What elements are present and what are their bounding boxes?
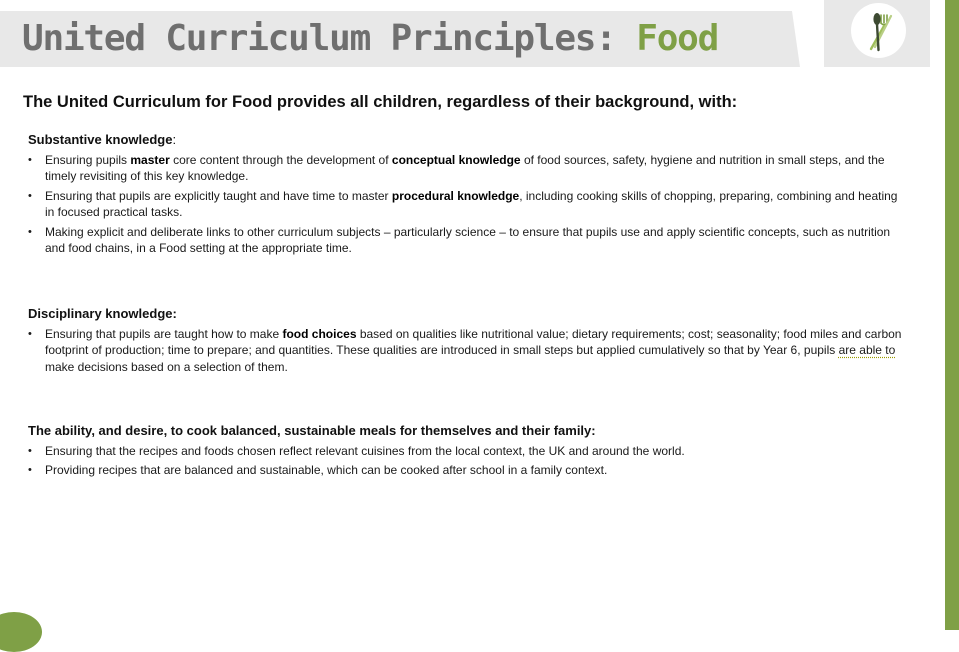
emphasis: conceptual knowledge	[391, 153, 521, 167]
emphasis: food choices	[282, 327, 357, 341]
substantive-section	[28, 131, 908, 259]
bullet-list	[28, 152, 908, 256]
emphasis: procedural knowledge	[391, 188, 520, 203]
text-run: Ensuring that pupils are taught how to make	[45, 327, 283, 341]
title-accent: Food	[636, 18, 719, 59]
bullet-list	[28, 443, 908, 479]
text-run: , including cooking skills of chopping, preparing, combining and heating in focused practical tasks.	[45, 188, 898, 220]
ability-section	[28, 422, 908, 482]
corner-decoration	[0, 612, 42, 652]
text-run: based on qualities like nutritional value; dietary requirements; cost; seasonality; food miles and carbon footprint of production; time to prepare; and quantities. These qualities are introduced in small steps but applied cumulatively so that by Year 6, pupils	[45, 327, 902, 358]
header-top-strip	[0, 0, 959, 11]
section-heading: The ability, and desire, to cook balanced, sustainable meals for themselves and their family:	[28, 423, 596, 438]
text-run: of food sources, safety, hygiene and nutrition in small steps, and the timely revisiting of this key knowledge.	[45, 153, 885, 184]
list-item	[28, 188, 908, 221]
list-item	[28, 224, 908, 257]
title-prefix: United Curriculum Principles:	[22, 18, 637, 59]
emphasis: master	[130, 153, 170, 167]
section-heading: Disciplinary knowledge:	[28, 306, 177, 321]
heading-text: Substantive knowledge	[28, 132, 173, 147]
intro-heading: The United Curriculum for Food provides all children, regardless of their background, with:	[23, 93, 738, 111]
cutlery-icon	[851, 3, 906, 58]
disciplinary-section	[28, 305, 908, 378]
list-item: • Ensuring that the recipes and foods chosen reflect relevant cuisines from the local context, the UK and around the world.	[28, 443, 908, 459]
grammar-flag: are able to	[838, 343, 896, 358]
heading-colon: :	[172, 132, 177, 147]
text-run: Making explicit and deliberate links to other curriculum subjects – particularly science – to ensure that pupils use and apply scientific concepts, such as nutrition and food chains, in a Food setting at the appropriate time.	[45, 224, 891, 256]
logo	[851, 3, 906, 58]
text-run: Ensuring pupils	[45, 153, 131, 167]
text-run: Ensuring that pupils are explicitly taught and have time to master	[45, 188, 392, 203]
text-run: core content through the development of	[169, 153, 392, 167]
list-item	[28, 326, 908, 375]
text-run: make decisions based on a selection of them.	[45, 359, 288, 374]
right-accent-bar	[945, 0, 959, 630]
section-heading	[28, 131, 908, 148]
page-title	[22, 17, 718, 61]
bullet-list	[28, 326, 908, 375]
list-item: • Providing recipes that are balanced and sustainable, which can be cooked after school in a family context.	[28, 462, 908, 478]
list-item	[28, 152, 908, 185]
